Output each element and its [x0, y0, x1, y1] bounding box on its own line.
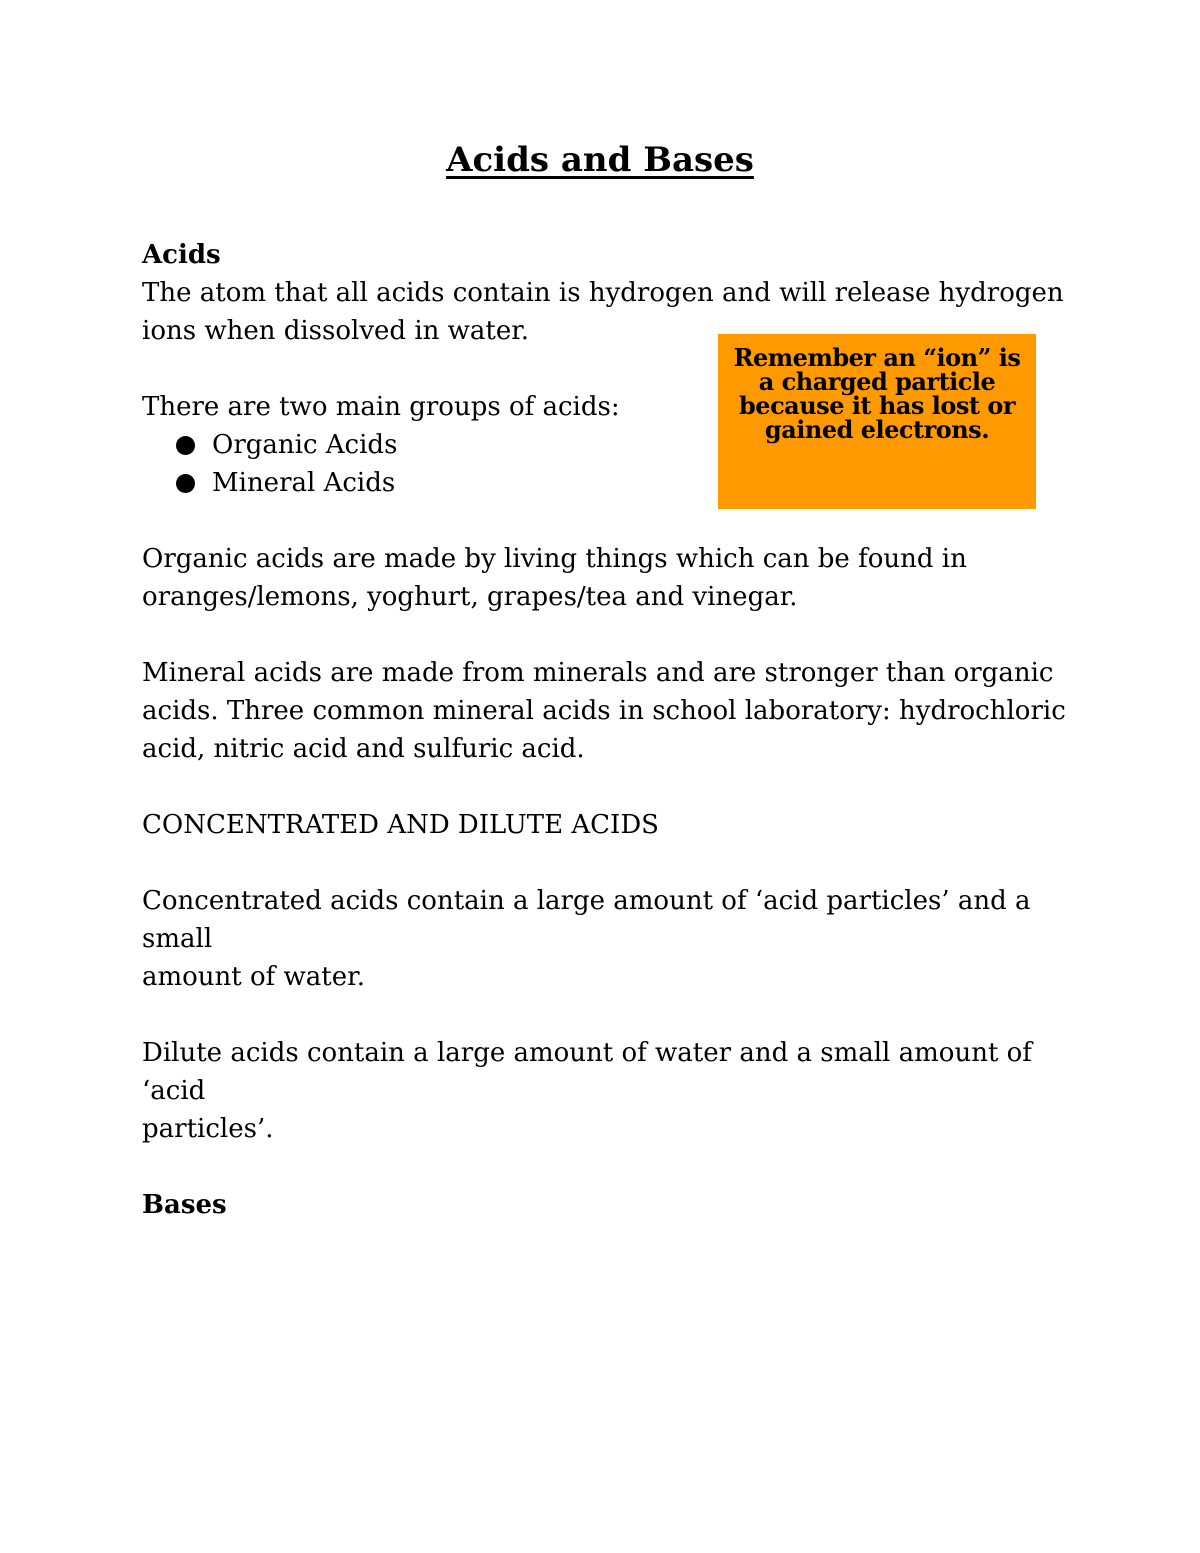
paragraph-spacer: [142, 768, 1072, 806]
acid-group-label: Organic Acids: [212, 430, 398, 460]
acid-groups-intro: There are two main groups of acids:: [142, 392, 620, 422]
page-title: Acids and Bases: [446, 140, 754, 180]
acids-heading: Acids: [142, 240, 221, 270]
mineral-acids-line-1: Mineral acids are made from minerals and are stronger than organic: [142, 658, 1054, 688]
paragraph-spacer: [142, 844, 1072, 882]
paragraph-spacer: [142, 1148, 1072, 1186]
organic-acids-line-1: Organic acids are made by living things which can be found in: [142, 544, 967, 574]
bullet-icon: [176, 436, 195, 455]
dilute-acids-line-1: Dilute acids contain a large amount of water and a small amount of ‘acid: [142, 1038, 1032, 1106]
callout-line-3: because it has lost or: [739, 391, 1015, 420]
dilute-acids-line-2: particles’.: [142, 1114, 274, 1144]
mineral-acids-line-2: acids. Three common mineral acids in school laboratory: hydrochloric: [142, 696, 1066, 726]
ion-reminder-callout: [718, 334, 1036, 509]
bases-heading: Bases: [142, 1190, 227, 1220]
acids-intro-line-2: ions when dissolved in water.: [142, 316, 530, 346]
acids-intro-line-1: The atom that all acids contain is hydrogen and will release hydrogen: [142, 278, 1064, 308]
paragraph-spacer: [142, 996, 1072, 1034]
concentrated-acids-line-1: Concentrated acids contain a large amount of ‘acid particles’ and a small: [142, 886, 1031, 954]
callout-line-4: gained electrons.: [764, 415, 990, 444]
paragraph-spacer: [142, 616, 1072, 654]
callout-line-2: a charged particle: [758, 367, 996, 396]
bullet-icon: [176, 474, 195, 493]
organic-acids-line-2: oranges/lemons, yoghurt, grapes/tea and vinegar.: [142, 582, 798, 612]
concentration-heading: CONCENTRATED AND DILUTE ACIDS: [142, 810, 659, 840]
callout-line-1: Remember an “ion” is: [733, 343, 1021, 372]
acid-group-label: Mineral Acids: [212, 468, 396, 498]
concentrated-acids-line-2: amount of water.: [142, 962, 365, 992]
mineral-acids-line-3: acid, nitric acid and sulfuric acid.: [142, 734, 585, 764]
